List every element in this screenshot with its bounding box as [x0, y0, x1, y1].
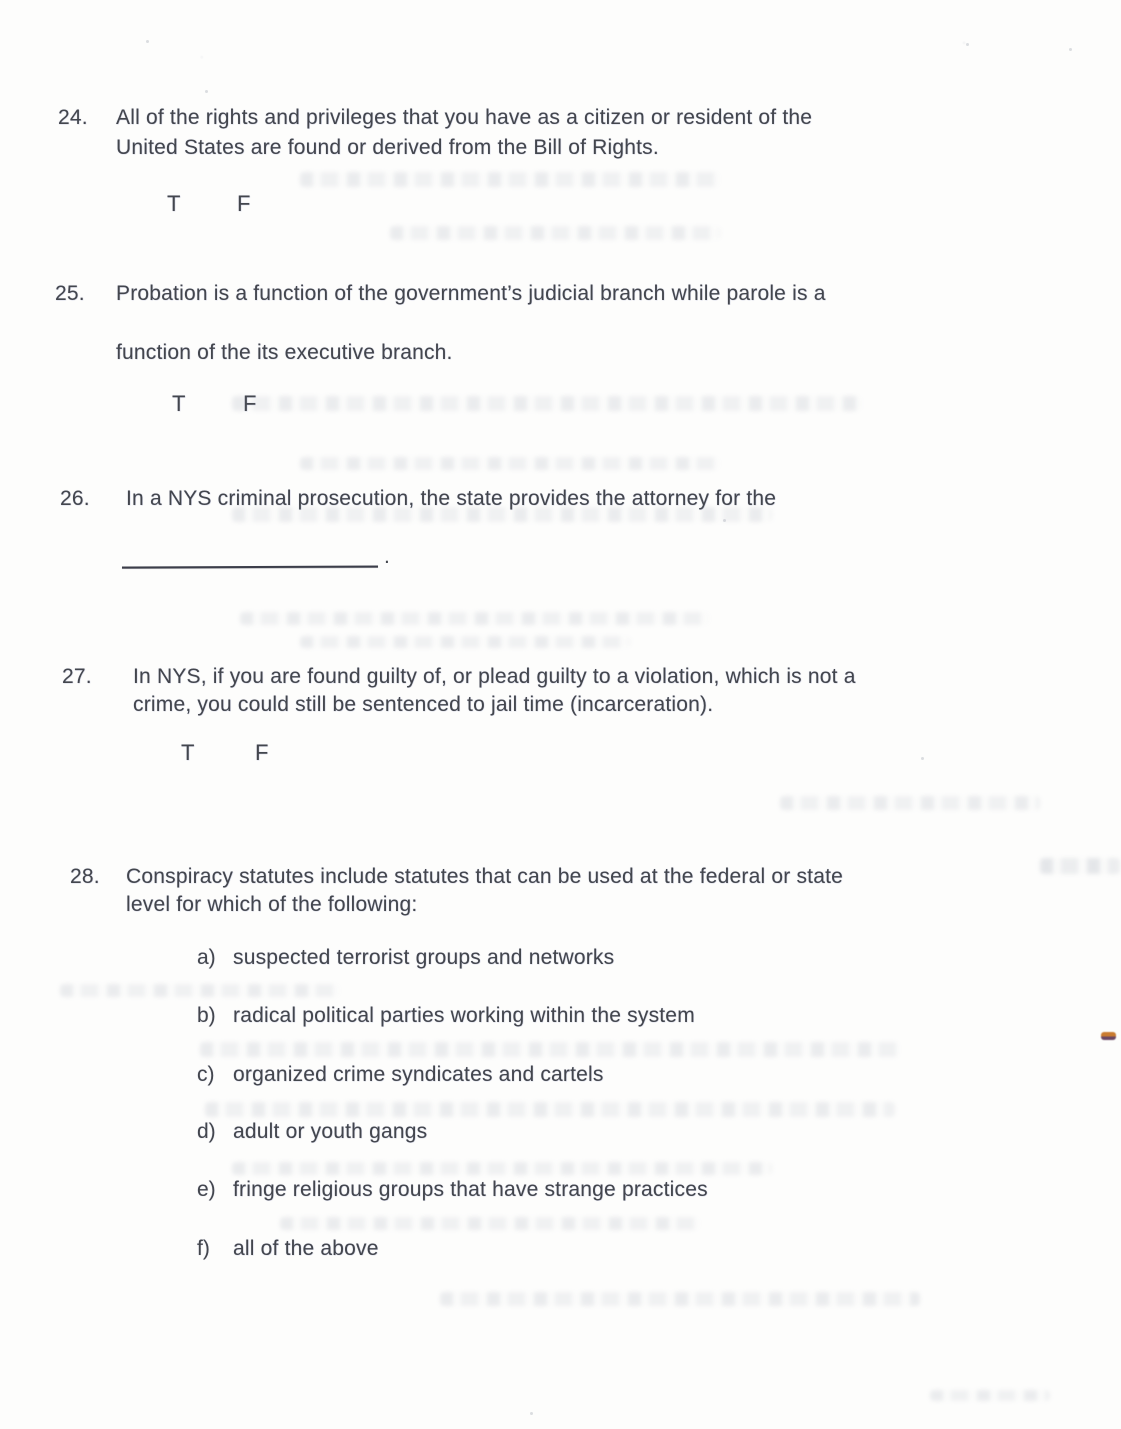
question-28-option-f-text: all of the above — [233, 1237, 379, 1260]
question-26-line-1: In a NYS criminal prosecution, the state provides the attorney for the — [126, 487, 777, 510]
bleed-through-artifact — [300, 172, 720, 187]
question-28-option-c-letter: c) — [197, 1063, 215, 1086]
bleed-through-artifact — [232, 396, 862, 411]
question-28-line-1: Conspiracy statutes include statutes that can be used at the federal or state — [126, 865, 843, 888]
question-25-line-1: Probation is a function of the government’s judicial branch while parole is a — [116, 282, 826, 305]
question-27-line-2: crime, you could still be sentenced to jail time (incarceration). — [133, 693, 714, 716]
question-28-option-a-letter: a) — [197, 946, 216, 969]
bleed-through-artifact — [200, 1042, 900, 1057]
question-28-line-2: level for which of the following: — [126, 893, 418, 916]
question-27-line-1: In NYS, if you are found guilty of, or plead guilty to a violation, which is not a — [133, 665, 856, 688]
scan-speck — [530, 1412, 533, 1415]
question-24-false-option: F — [237, 191, 251, 216]
bleed-through-artifact — [300, 457, 720, 470]
question-26-blank-period: . — [384, 545, 390, 568]
bleed-through-artifact — [205, 1102, 895, 1117]
question-24-line-2: United States are found or derived from the Bill of Rights. — [116, 136, 659, 159]
bleed-through-artifact — [780, 796, 1040, 810]
bleed-through-artifact — [280, 1217, 700, 1230]
question-24-number: 24. — [58, 106, 88, 129]
question-28-option-e-letter: e) — [197, 1178, 216, 1201]
question-28-option-b-letter: b) — [197, 1004, 216, 1027]
bleed-through-artifact — [300, 636, 630, 648]
scan-speck — [966, 43, 969, 46]
question-28-option-d-letter: d) — [197, 1120, 216, 1143]
question-27-number: 27. — [62, 665, 92, 688]
question-25-true-option: T — [172, 391, 186, 416]
question-28-option-d-text: adult or youth gangs — [233, 1120, 428, 1143]
scan-speck — [146, 40, 149, 43]
question-28-option-e-text: fringe religious groups that have strange practices — [233, 1178, 708, 1201]
question-24-line-1: All of the rights and privileges that you have as a citizen or resident of the — [116, 106, 813, 129]
question-26-answer-blank — [122, 565, 378, 568]
question-28-option-f-letter: f) — [197, 1237, 210, 1260]
question-25-line-2: function of the its executive branch. — [116, 341, 453, 364]
bleed-through-artifact — [232, 507, 772, 522]
question-27-true-option: T — [181, 740, 195, 765]
bleed-through-artifact — [60, 984, 340, 997]
bleed-through-artifact — [390, 226, 720, 240]
bleed-through-artifact — [240, 612, 710, 625]
scan-speck — [723, 519, 726, 522]
bleed-through-artifact — [1040, 858, 1120, 874]
question-28-option-b-text: radical political parties working within the system — [233, 1004, 695, 1027]
question-27-false-option: F — [255, 740, 269, 765]
question-28-option-a-text: suspected terrorist groups and networks — [233, 946, 615, 969]
question-25-number: 25. — [55, 282, 85, 305]
bleed-through-artifact — [232, 1162, 772, 1175]
question-24-true-option: T — [167, 191, 181, 216]
orange-pen-mark — [1101, 1032, 1116, 1040]
scan-speck — [921, 757, 924, 760]
question-28-number: 28. — [70, 865, 100, 888]
bleed-through-artifact — [930, 1390, 1050, 1401]
question-28-option-c-text: organized crime syndicates and cartels — [233, 1063, 604, 1086]
question-26-number: 26. — [60, 487, 90, 510]
scan-speck — [1069, 48, 1072, 51]
bleed-through-artifact — [440, 1292, 920, 1306]
scan-speck — [205, 90, 208, 93]
question-25-false-option: F — [243, 391, 257, 416]
